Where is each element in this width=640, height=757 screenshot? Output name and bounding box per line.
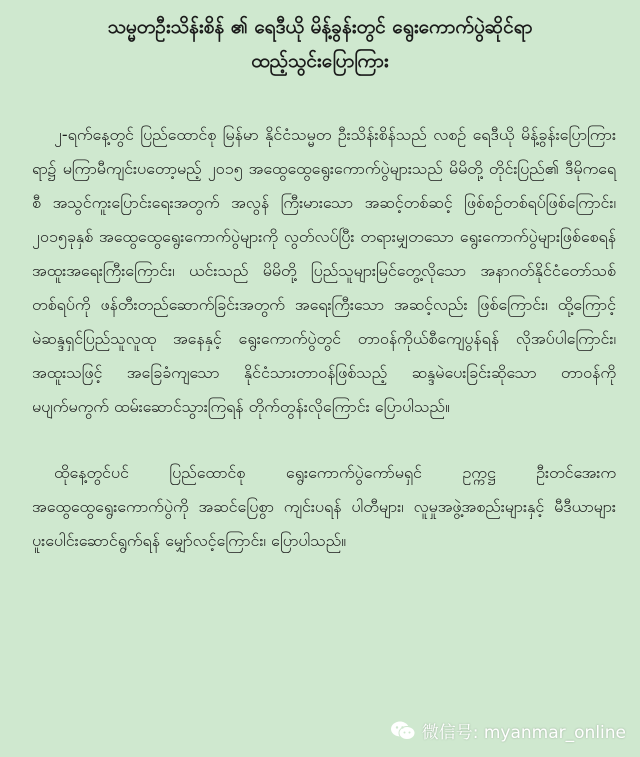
article-title-line1: သမ္မတဦးသိန်းစိန် ၏ ရေဒီယို မိန့်ခွန်းတွင် ရွေးကောက်ပွဲဆိုင်ရာ [107, 16, 533, 38]
article-paragraph-2: ထိုနေ့တွင်ပင် ပြည်ထောင်စု ရွေးကောက်ပွဲကော်မရှင် ဥက္ကဋ္ဌ ဦးတင်အေးက အထွေထွေရွေးကောက်ပွဲကို အဆင်ပြေစွာ ကျင်းပရန် ပါတီများ၊ လူမှုအဖွဲ့အစည်းများနှင့် မီဒီယာများ ပူးပေါင်းဆောင်ရွက်ရန် မျှော်လင့်ကြောင်း၊ ပြောပါသည်။ [32, 463, 616, 550]
article-paragraph-1: ၂-ရက်နေ့တွင် ပြည်ထောင်စု မြန်မာ နိုင်ငံသမ္မတ ဦးသိန်းစိန်သည် လစဉ် ရေဒီယို မိန့်ခွန်းပြောကြားရာ၌ မကြာမီကျင်းပတော့မည့် ၂၀၁၅ အထွေထွေရွေးကောက်ပွဲများသည် မိမိတို့ တိုင်းပြည်၏ ဒီမိုကရေစီ အသွင်ကူးပြောင်းရေးအတွက် အလွန် ကြီးမားသော အဆင့်တစ်ဆင့် ဖြစ်စဉ်တစ်ရပ်ဖြစ်ကြောင်း၊ ၂၀၁၅ခုနှစ် အထွေထွေရွေးကောက်ပွဲများကို လွတ်လပ်ပြီး တရားမျှတသော ရွေးကောက်ပွဲများဖြစ်စေရန် အထူးအရေးကြီးကြောင်း၊ ယင်းသည် မိမိတို့ ပြည်သူများမြင်တွေ့လိုသော အနာဂတ်နိုင်ငံတော်သစ်တစ်ရပ်ကို ဖန်တီးတည်ဆောက်ခြင်းအတွက် အရေးကြီးသော အဆင့်လည်း ဖြစ်ကြောင်း၊ ထို့ကြောင့် မဲဆန္ဒရှင်ပြည်သူလူထု အနေနှင့် ရွေးကောက်ပွဲတွင် တာဝန်ကိုယ်စီကျေပွန်ရန် လိုအပ်ပါကြောင်း၊ အထူးသဖြင့် အခြေခံကျသော နိုင်ငံသားတာဝန်ဖြစ်သည့် ဆန္ဒမဲပေးခြင်းဆိုသော တာဝန်ကို မပျက်မကွက် ထမ်းဆောင်သွားကြရန် တိုက်တွန်းလိုကြောင်း ပြောပါသည်။ [32, 125, 616, 416]
wechat-watermark [390, 718, 626, 743]
watermark-label: 微信号: myanmar_online [421, 723, 626, 743]
article-title-line2: ထည့်သွင်းပြောကြား [251, 50, 389, 72]
wechat-icon [390, 720, 416, 742]
article-title [0, 0, 640, 78]
